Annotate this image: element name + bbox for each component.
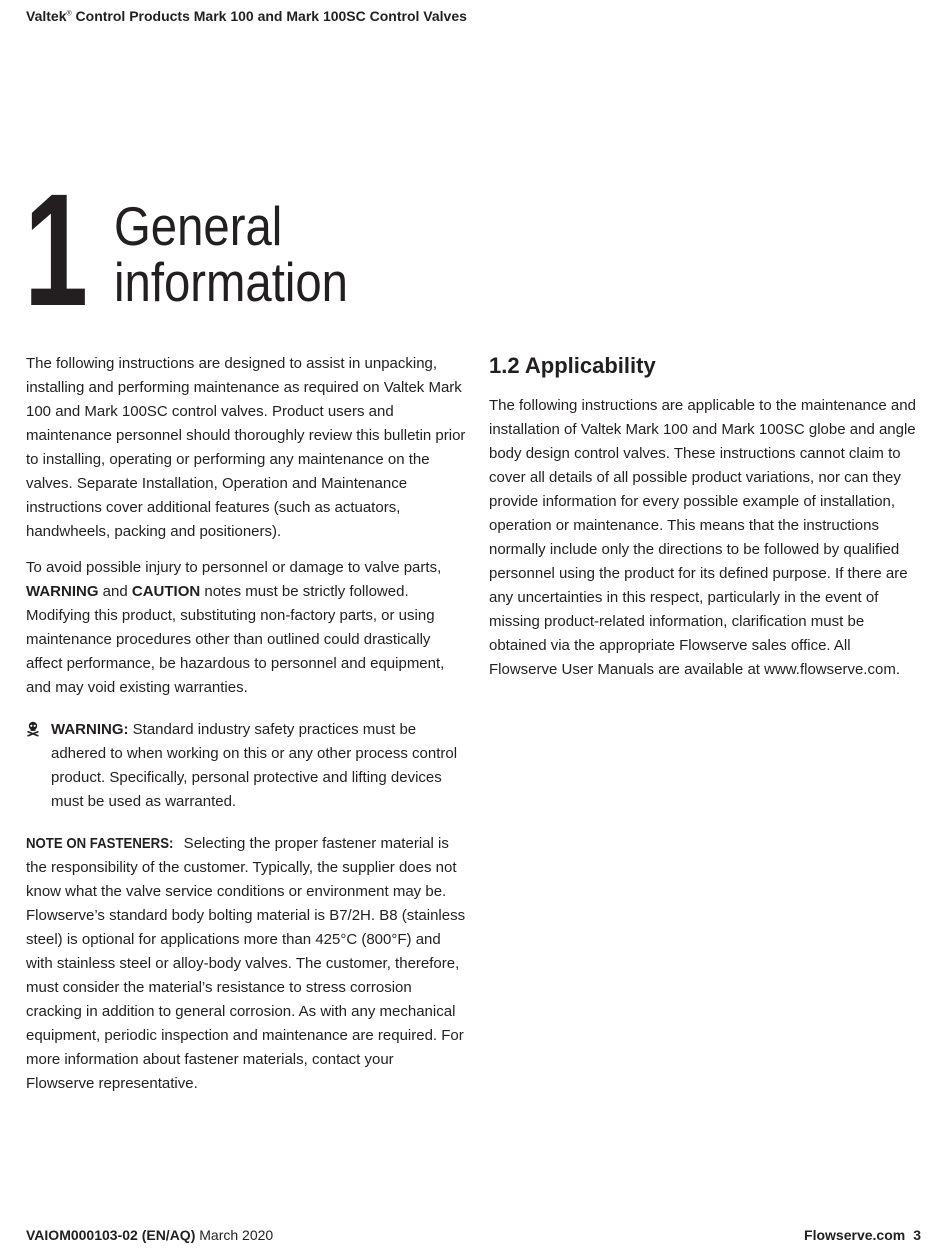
chapter-title	[114, 195, 348, 313]
warning-note	[26, 718, 466, 814]
chapter-number: 1	[24, 160, 89, 339]
warning-label: WARNING:	[51, 721, 129, 738]
intro-paragraph-2	[26, 556, 466, 700]
intro-text: notes must be strictly followed. Modifying this product, substituting non-factory parts, or using maintenance procedures other than outlined could drastically affect performance, be hazardous to personnel and equipment, and may void existing warranties.	[26, 583, 445, 696]
caution-keyword: CAUTION	[131, 583, 201, 600]
right-column	[489, 352, 919, 694]
document-code: VAIOM000103-02 (EN/AQ)	[26, 1227, 196, 1243]
skull-crossbones-icon	[26, 721, 40, 737]
document-date: March 2020	[199, 1227, 274, 1243]
intro-text: To avoid possible injury to personnel or damage to valve parts,	[26, 559, 442, 576]
intro-text: and	[98, 583, 132, 600]
warning-text: Standard industry safety practices must be adhered to when working on this or any other process control product. Specifically, personal protective and lifting devices must be used as warranted.	[51, 721, 458, 810]
chapter-title-line2: information	[114, 251, 348, 313]
footer-site: Flowserve.com	[804, 1227, 906, 1243]
header-title: Control Products Mark 100 and Mark 100SC Control Valves	[71, 8, 467, 24]
page-footer-right	[804, 1227, 921, 1243]
fastener-note	[26, 832, 466, 1096]
page-number: 3	[913, 1227, 921, 1243]
header-brand: Valtek	[26, 8, 67, 24]
page-header	[26, 8, 467, 24]
page-footer-left	[26, 1227, 273, 1243]
applicability-heading: 1.2 Applicability	[489, 353, 656, 378]
left-column	[26, 352, 466, 1108]
fastener-note-label: NOTE ON FASTENERS:	[26, 835, 174, 852]
chapter-title-line1: General	[114, 195, 283, 257]
registered-mark: ®	[66, 10, 72, 18]
fastener-note-text: Selecting the proper fastener material is the responsibility of the customer. Typically, the supplier does not know what the valve service conditions or environment may be. Flowserve’s standard body bolting material is B7/2H. B8 (stainless steel) is optional for applications more than 425°C (800°F) and with stainless steel or alloy-body valves. The customer, therefore, must consider the material’s resistance to stress corrosion cracking in addition to general corrosion. As with any mechanical equipment, periodic inspection and maintenance are required. For more information about fastener materials, contact your Flowserve representative.	[26, 835, 466, 1092]
intro-paragraph-1: The following instructions are designed to assist in unpacking, installing and performing maintenance as required on Valtek Mark 100 and Mark 100SC control valves. Product users and maintenance personnel should thoroughly review this bulletin prior to installing, operating or performing any maintenance on the valves. Separate Installation, Operation and Maintenance instructions cover additional features (such as actuators, handwheels, packing and positioners).	[26, 355, 466, 540]
warning-keyword: WARNING	[26, 583, 99, 600]
applicability-text: The following instructions are applicable to the maintenance and installation of Valtek Mark 100 and Mark 100SC globe and angle body design control valves. These instructions cannot claim to cover all details of all possible product variations, nor can they provide information for every possible example of installation, operation or maintenance. This means that the instructions normally include only the directions to be followed by qualified personnel using the product for its defined purpose. If there are any uncertainties in this respect, particularly in the event of missing product-related information, clarification must be obtained via the appropriate Flowserve sales office. All Flowserve User Manuals are available at www.flowserve.com.	[489, 397, 916, 678]
